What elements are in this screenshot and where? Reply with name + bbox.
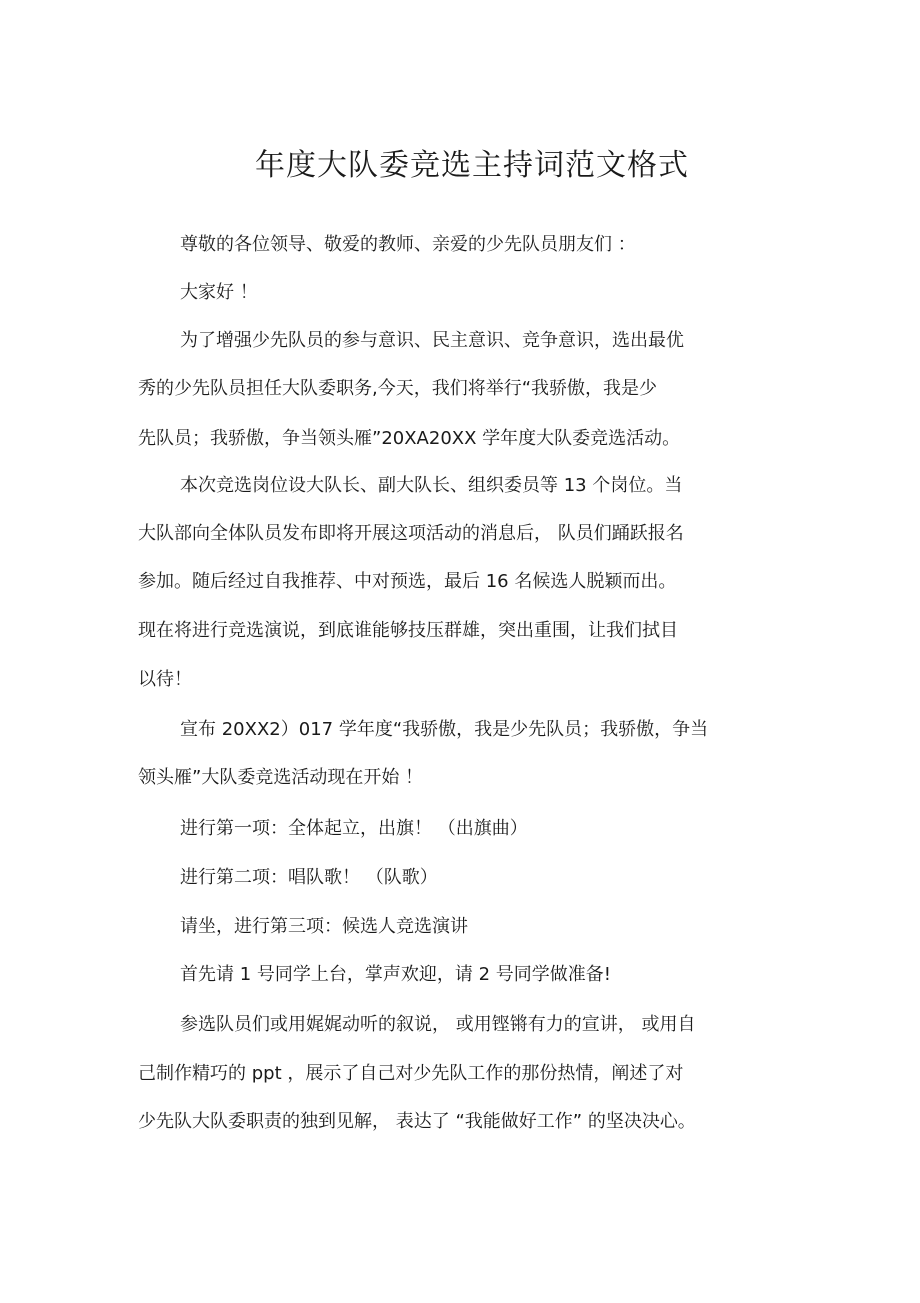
text-line: 现在将进行竞选演说，到底谁能够技压群雄，突出重围，让我们拭目 [138, 620, 678, 641]
text-line: 为了增强少先队员的参与意识、民主意识、竞争意识，选出最优 [180, 330, 684, 351]
text-line: 参加。随后经过自我推荐、中对预选，最后 16 名候选人脱颖而出。 [138, 571, 677, 592]
text-line: 大队部向全体队员发布即将开展这项活动的消息后， 队员们踊跃报名 [138, 523, 684, 544]
text-line: 领头雁”大队委竞选活动现在开始 ！ [138, 767, 424, 788]
text-line: 本次竞选岗位设大队长、副大队长、组织委员等 13 个岗位。当 [180, 475, 683, 496]
text-line: 少先队大队委职责的独到见解， 表达了 “我能做好工作” 的坚决决心。 [138, 1111, 696, 1132]
text-line: 大家好 ！ [180, 282, 258, 303]
text-line: 以待！ [138, 669, 192, 690]
document-title: 年度大队委竞选主持词范文格式 [255, 148, 689, 183]
text-line: 进行第一项：全体起立，出旗！ （出旗曲） [180, 818, 528, 839]
text-line: 首先请 1 号同学上台，掌声欢迎，请 2 号同学做准备! [180, 964, 612, 985]
text-line: 秀的少先队员担任大队委职务,今天，我们将举行“我骄傲，我是少 [138, 378, 658, 399]
text-line: 己制作精巧的 ppt ，展示了自己对少先队工作的那份热情，阐述了对 [138, 1063, 684, 1084]
text-line: 宣布 20XX2）017 学年度“我骄傲，我是少先队员；我骄傲，争当 [180, 719, 709, 740]
text-line: 参选队员们或用娓娓动听的叙说， 或用铿锵有力的宣讲， 或用自 [180, 1014, 696, 1035]
text-line: 先队员；我骄傲，争当领头雁”20XA20XX 学年度大队委竞选活动。 [138, 428, 681, 449]
text-line: 请坐，进行第三项：候选人竞选演讲 [180, 916, 468, 937]
text-line: 进行第二项：唱队歌！ （队歌） [180, 867, 438, 888]
text-line: 尊敬的各位领导、敬爱的教师、亲爱的少先队员朋友们 ： [180, 234, 636, 255]
